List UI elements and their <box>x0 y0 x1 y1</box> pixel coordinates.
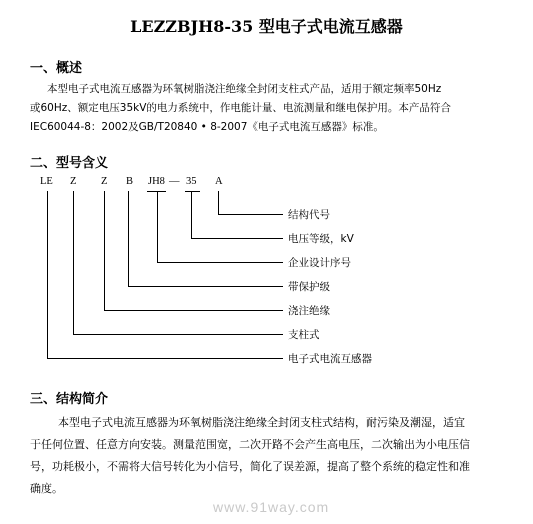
heading-structure: 三、结构简介 <box>30 392 109 407</box>
page-title: LEZZBJH8-35 型电子式电流互感器 <box>130 17 403 36</box>
overview-line-3: IEC60044-8：2002及GB/T20840 • 8-2007《电子式电流互感器》标准。 <box>30 121 384 133</box>
heading-overview: 一、概述 <box>30 61 83 76</box>
structure-line-4: 确度。 <box>30 482 63 495</box>
structure-line-1: 本型电子式电流互感器为环氧树脂浇注绝缘全封闭支柱式结构，耐污染及潮湿，适宜 <box>58 416 465 429</box>
structure-line-2: 于任何位置、任意方向安装。测量范围宽，二次开路不会产生高电压，二次输出为小电压信 <box>30 438 470 451</box>
label-protection-class: 带保护级 <box>288 281 330 293</box>
code-z2: Z <box>101 176 108 187</box>
label-cast-insulation: 浇注绝缘 <box>288 305 330 317</box>
overview-line-2: 或60Hz、额定电压35kV的电力系统中，作电能计量、电流测量和继电保护用。本产品符合 <box>30 102 451 114</box>
watermark: www.91way.com <box>213 499 330 515</box>
overview-line-1: 本型电子式电流互感器为环氧树脂浇注绝缘全封闭支柱式产品，适用于额定频率50Hz <box>47 83 442 95</box>
code-dash: — <box>169 176 180 187</box>
code-b: B <box>126 176 134 187</box>
code-jh8: JH8 <box>148 176 165 187</box>
label-design-serial: 企业设计序号 <box>288 257 351 269</box>
code-z1: Z <box>70 176 77 187</box>
label-voltage-class: 电压等级，kV <box>288 233 354 245</box>
heading-model: 二、型号含义 <box>30 156 109 171</box>
label-electronic-ct: 电子式电流互感器 <box>288 353 372 365</box>
label-post-type: 支柱式 <box>288 329 320 341</box>
code-a: A <box>215 176 223 187</box>
label-structure-code: 结构代号 <box>288 209 330 221</box>
structure-line-3: 号，功耗极小，不需将大信号转化为小信号，简化了误差源，提高了整个系统的稳定性和准 <box>30 460 470 473</box>
code-35: 35 <box>186 176 197 187</box>
code-le: LE <box>40 176 53 187</box>
